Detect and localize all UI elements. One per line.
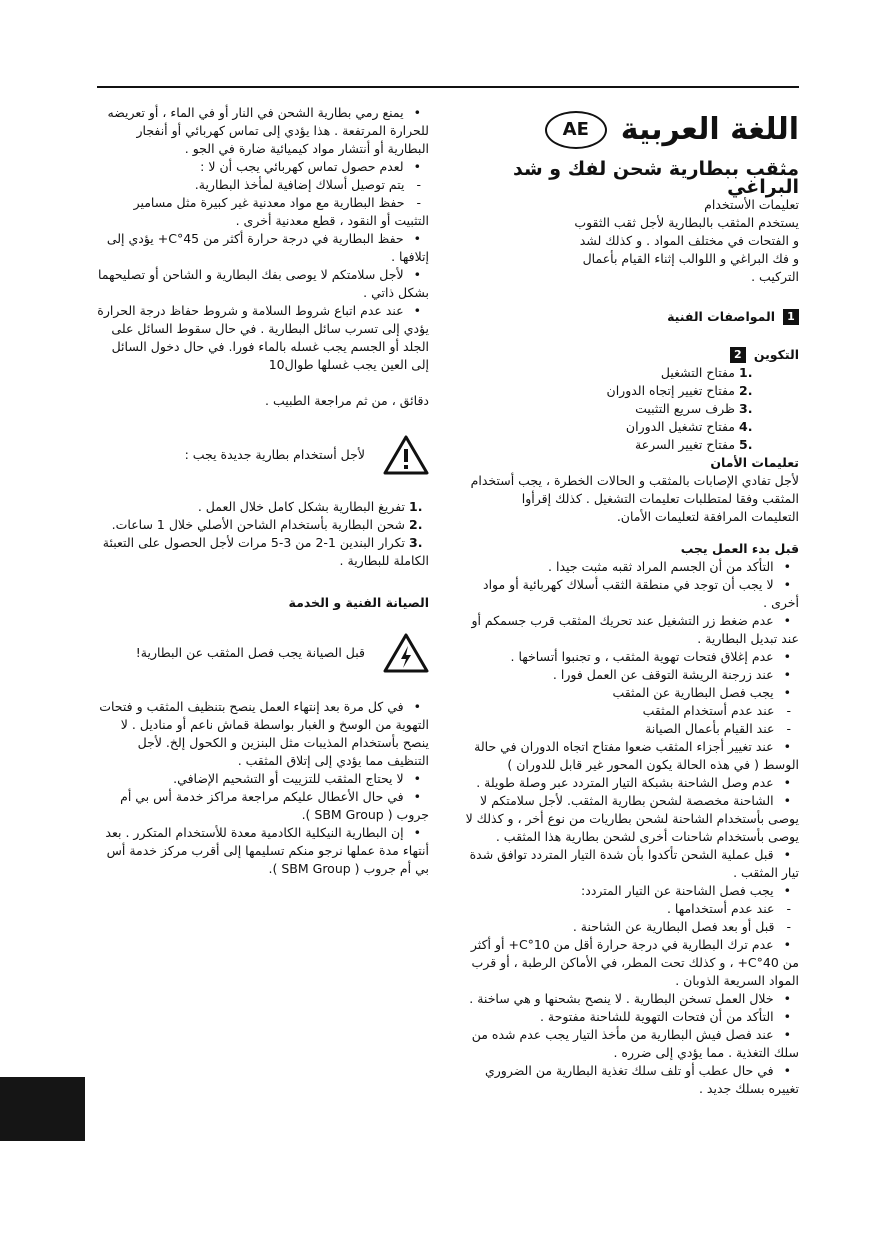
battery-safety-list — [97, 104, 429, 374]
product-title: مثقب ببطارية شحن لفك و شد البراغي — [513, 158, 799, 198]
dash-item: - عند القيام بأعمال الصيانة — [457, 720, 799, 738]
list-item: 2. مفتاح تغيير إتجاه الدوران — [606, 383, 753, 398]
bullet-item: • التأكد من أن الجسم المراد ثقبه مثبت جيدا . — [457, 558, 799, 576]
left-column — [97, 104, 429, 878]
list-item: 2. شحن البطارية بأستخدام الشاحن الأصلي خلال 1 ساعات. — [111, 517, 423, 532]
bullet-item: • خلال العمل تسخن البطارية . لا ينصح بشحنها و هي ساخنة . — [457, 990, 799, 1008]
bullet-item: • حفظ البطارية في درجة حرارة أكثر من 45°C+ يؤدي إلى إتلافها . — [97, 230, 429, 266]
language-badge: AE — [545, 111, 607, 149]
list-item: 4. مفتاح تشغيل الدوران — [625, 419, 753, 434]
bullet-item: • عدم ضغط زر التشغيل عند تحريك المثقب قرب جسمكم أو عند تبديل البطارية . — [457, 612, 799, 648]
dash-item: - قبل أو بعد فصل البطارية عن الشاحنة . — [457, 918, 799, 936]
section-number-1: 1 — [783, 309, 799, 325]
bullet-item: • في كل مرة بعد إنتهاء العمل ينصح بتنظيف المثقب و فتحات التهوية من الوسخ و الغبار بواسطة قماش ناعم أو مناديل . لا ينصح بأستخدام المذيبات مثل البنزين و الكحول إلخ. لأجل التنظيف مما يؤدي إلى إتلاق المثقب . — [97, 698, 429, 770]
bullet-item: • عدم ترك البطارية في درجة حرارة أقل من 10°C+ أو أكثر من 40°C+ ، و كذلك تحت المطر، في الأماكن الرطبة ، أو قرب المواد السريعة الذوبان . — [457, 936, 799, 990]
language-title: اللغة العربية — [620, 112, 799, 147]
bullet-item: • لا يحتاج المثقب للتزييت أو التشحيم الإضافي. — [97, 770, 429, 788]
bullet-item: • يمنع رمي بطارية الشحن في النار أو في الماء ، أو تعريضه للحرارة المرتفعة . هذا يؤدي إلى تماس كهربائي أو أنفجار البطارية أو أنتشار مواد كيميائية ضارة في الجو . — [97, 104, 429, 158]
bullet-item: • يجب فصل الشاحنة عن التيار المتردد: — [457, 882, 799, 900]
section-number-2: 2 — [730, 347, 746, 363]
before-work-list — [457, 558, 799, 1098]
dash-item: - عند عدم أستخدام المثقب — [457, 702, 799, 720]
page-edge-tab — [0, 1077, 85, 1141]
dash-item: - حفظ البطارية مع مواد معدنية غير كبيرة مثل مسامير التثبيت أو النقود ، قطع معدنية أخرى . — [97, 194, 429, 230]
bullet-item: • عند زرجنة الريشة التوقف عن العمل فورا . — [457, 666, 799, 684]
safety-text: لأجل تفادي الإصابات بالمثقب و الحالات الخطرة ، يجب أستخدام المثقب وفقا لمتطلبات تعليمات التشغيل . كذلك إقرأوا التعليمات المرافقة لتعليمات الأمان. — [470, 473, 799, 524]
composition-heading: التكوين 2 — [457, 346, 799, 364]
bullet-item: • عدم إغلاق فتحات تهوية المثقب ، و تجنبوا أتساخها . — [457, 648, 799, 666]
new-battery-steps — [97, 498, 429, 570]
components-list — [457, 364, 799, 454]
list-item: 5. مفتاح تغيير السرعة — [634, 437, 753, 452]
usage-text: يستخدم المثقب بالبطارية لأجل ثقب الثقوب و الفتحات في مختلف المواد . و كذلك لشد و فك البراغي و اللوالب إثناء القيام بأعمال التركيب . — [574, 215, 799, 284]
usage-heading: تعليمات الأستخدام — [704, 197, 799, 212]
dash-item: - عند عدم أستخدامها . — [457, 900, 799, 918]
right-column — [457, 104, 799, 1098]
list-item: 1. تفريغ البطارية بشكل كامل خلال العمل . — [197, 499, 423, 514]
bullet-item: • لأجل سلامتكم لا يوصى بفك البطارية و الشاحن أو تصليحهما بشكل ذاتي . — [97, 266, 429, 302]
maintenance-list — [97, 698, 429, 878]
bullet-item: • في حال عطب أو تلف سلك تغذية البطارية من الضروري تغييره بسلك جديد . — [457, 1062, 799, 1098]
maintenance-heading: الصيانة الفنية و الخدمة — [288, 595, 429, 610]
bullet-item: • عند عدم اتباع شروط السلامة و شروط حفاظ درجة الحرارة يؤدي إلى تسرب سائل البطارية . في حال سقوط السائل على الجلد أو الجسم يجب غسله بالماء فورا. في حال دخول السائل إلى العين يجب غسلها طوال10 — [97, 302, 429, 374]
safety-heading: تعليمات الأمان — [710, 455, 799, 470]
bullet-item: • عند فصل فيش البطارية من مأخذ التيار يجب عدم شده من سلك التغذية . مما يؤدي إلى ضرره . — [457, 1026, 799, 1062]
bullet-item: • عند تغيير أجزاء المثقب ضعوا مفتاح اتجاه الدوران في حالة الوسط ( في هذه الحالة يكون المحور غير قابل للدوران ) — [457, 738, 799, 774]
bullet-item: • لعدم حصول تماس كهربائي يجب أن لا : — [97, 158, 429, 176]
dash-item: - يتم توصيل أسلاك إضافية لمأخذ البطارية. — [97, 176, 429, 194]
bullet-item: • يجب فصل البطارية عن المثقب — [457, 684, 799, 702]
bullet-item: • في حال الأعطال عليكم مراجعة مراكز خدمة أس بي أم جروب ( SBM Group ). — [97, 788, 429, 824]
maintenance-warning: قبل الصيانة يجب فصل المثقب عن البطارية! — [97, 632, 429, 674]
electric-hazard-icon — [383, 632, 429, 674]
specs-heading: 1 المواصفات الفنية — [457, 308, 799, 326]
bullet-item: • قبل عملية الشحن تأكدوا بأن شدة التيار المتردد توافق شدة تيار المثقب . — [457, 846, 799, 882]
list-item: 3. تكرار البندين 1-2 من 3-5 مرات لأجل الحصول على التعبئة الكاملة للبطارية . — [102, 535, 429, 568]
list-item: 3. ظرف سريع التثبيت — [635, 401, 753, 416]
minutes-line: دقائق ، من ثم مراجعة الطبيب . — [265, 393, 429, 408]
bullet-item: • عدم وصل الشاحنة بشبكة التيار المتردد عبر وصلة طويلة . — [457, 774, 799, 792]
bullet-item: • لا يجب أن توجد في منطقة الثقب أسلاك كهربائية أو مواد أخرى . — [457, 576, 799, 612]
bullet-item: • إن البطارية النيكلية الكادمية معدة للأستخدام المتكرر . بعد أنتهاء مدة عملها نرجو منكم تسليمها إلى أقرب مركز خدمة أس بي أم جروب ( SBM Group ). — [97, 824, 429, 878]
new-battery-warning: لأجل أستخدام بطارية جديدة يجب : — [97, 434, 429, 476]
bullet-item: • التأكد من أن فتحات التهوية للشاحنة مفتوحة . — [457, 1008, 799, 1026]
list-item: 1. مفتاح التشغيل — [660, 365, 753, 380]
top-rule — [97, 86, 799, 88]
before-work-heading: قبل بدء العمل يجب — [680, 541, 799, 556]
title-row — [457, 104, 799, 156]
bullet-item: • الشاحنة مخصصة لشحن بطارية المثقب. لأجل سلامتكم لا يوصى بأستخدام الشاحنة لشحن بطاريات من نوع أخر ، و كذلك لا يوصى بأستخدام شاحنات أخرى لشحن بطارية هذا المثقب . — [457, 792, 799, 846]
warning-icon — [383, 434, 429, 476]
